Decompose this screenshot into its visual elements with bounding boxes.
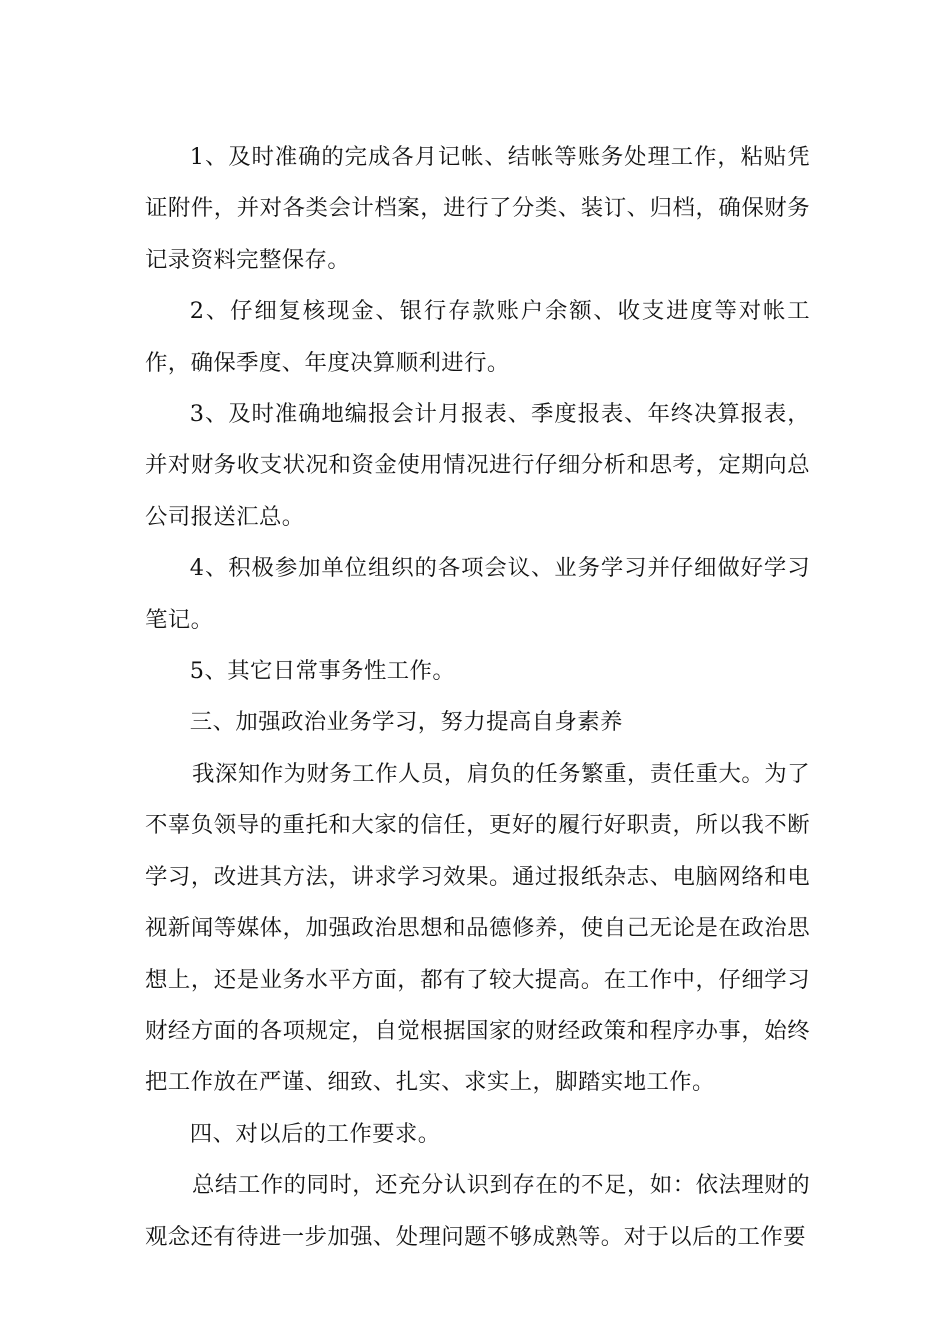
paragraph-item-2: 2、仔细复核现金、银行存款账户余额、收支进度等对帐工作，确保季度、年度决算顺利进行。: [145, 298, 810, 376]
section-heading-4: 四、对以后的工作要求。: [189, 1120, 441, 1147]
paragraph-summary: 总结工作的同时，还充分认识到存在的不足，如：依法理财的观念还有待进一步加强、处理问题不够成熟等。对于以后的工作要: [145, 1172, 810, 1250]
paragraph-item-3: 3、及时准确地编报会计月报表、季度报表、年终决算报表，并对财务收支状况和资金使用情况进行仔细分析和思考，定期向总公司报送汇总。: [145, 401, 810, 530]
document-body: [145, 132, 810, 1263]
paragraph-item-1: 1、及时准确的完成各月记帐、结帐等账务处理工作，粘贴凭证附件，并对各类会计档案，进行了分类、装订、归档，确保财务记录资料完整保存。: [145, 144, 810, 273]
paragraph-study: 我深知作为财务工作人员，肩负的任务繁重，责任重大。为了不辜负领导的重托和大家的信任，更好的履行好职责，所以我不断学习，改进其方法，讲求学习效果。通过报纸杂志、电脑网络和电视新闻等媒体，加强政治思想和品德修养，使自己无论是在政治思想上，还是业务水平方面，都有了较大提高。在工作中，仔细学习财经方面的各项规定，自觉根据国家的财经政策和程序办事，始终把工作放在严谨、细致、扎实、求实上，脚踏实地工作。: [145, 760, 810, 1096]
paragraph-item-4: 4、积极参加单位组织的各项会议、业务学习并仔细做好学习笔记。: [145, 555, 810, 633]
section-heading-3: 三、加强政治业务学习，努力提高自身素养: [189, 709, 623, 736]
paragraph-item-5: 5、其它日常事务性工作。: [189, 658, 456, 685]
